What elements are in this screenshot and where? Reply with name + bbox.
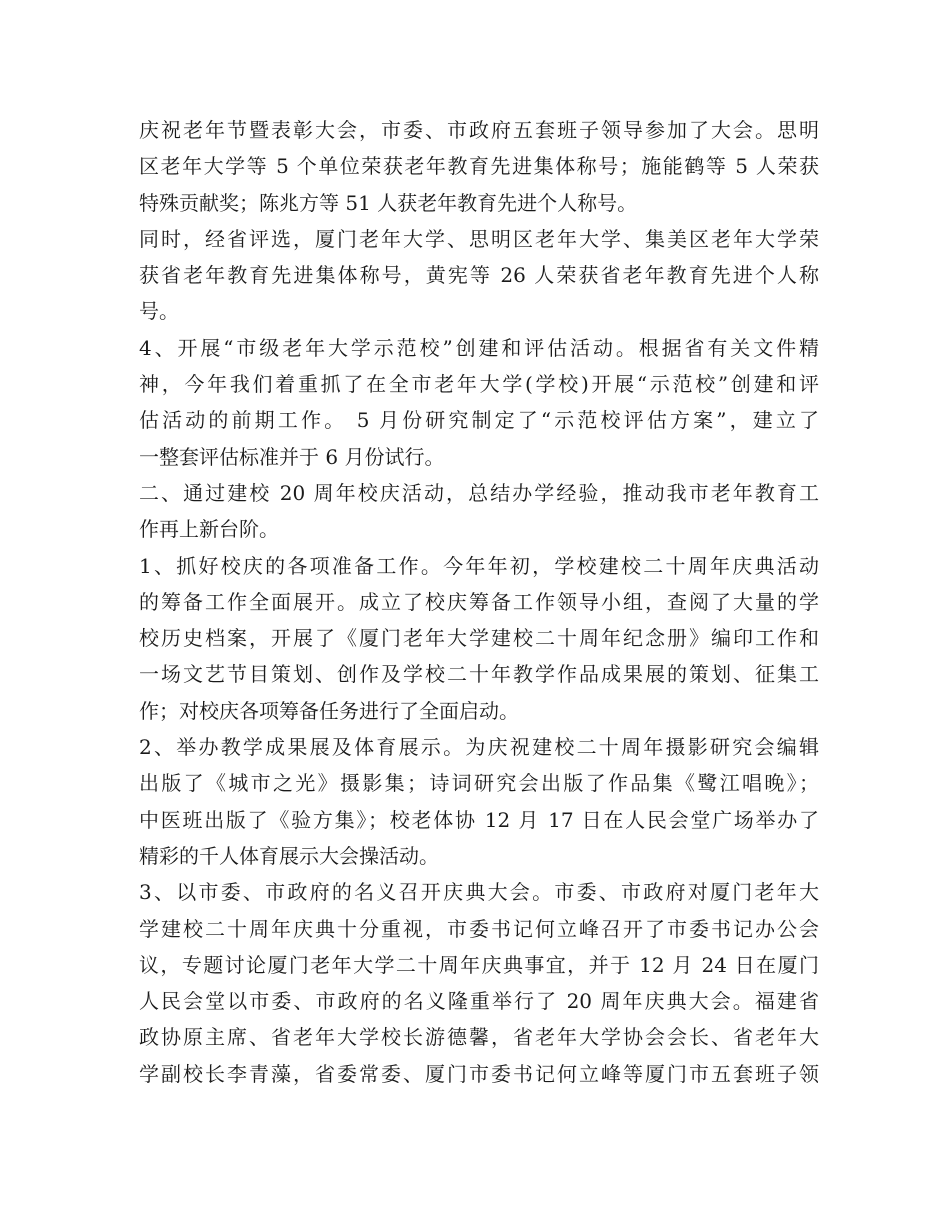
text-line: 精彩的千人体育展示大会操活动。	[139, 843, 439, 868]
text-line: 庆祝老年节暨表彰大会，市委、市政府五套班子领导参加了大会。思明	[139, 118, 819, 142]
text-line: 2、举办教学成果展及体育展示。为庆祝建校二十周年摄影研究会编辑	[139, 735, 819, 760]
text-line: 神，今年我们着重抓了在全市老年大学(学校)开展“示范校”创建和评	[139, 372, 819, 397]
text-line: 一场文艺节目策划、创作及学校二十年教学作品成果展的策划、征集工	[139, 662, 819, 687]
text-line: 同时，经省评选，厦门老年大学、思明区老年大学、集美区老年大学荣	[139, 226, 819, 251]
text-line: 议，专题讨论厦门老年大学二十周年庆典事宜，并于 12 月 24 日在厦门	[139, 952, 819, 977]
document-body	[139, 112, 819, 1092]
text-line: 特殊贡献奖；陈兆方等 51 人获老年教育先进个人称号。	[139, 190, 638, 215]
text-line: 的筹备工作全面展开。成立了校庆筹备工作领导小组，查阅了大量的学	[139, 589, 819, 614]
text-line: 获省老年教育先进集体称号，黄宪等 26 人荣获省老年教育先进个人称	[139, 263, 819, 288]
text-line: 校历史档案，开展了《厦门老年大学建校二十周年纪念册》编印工作和	[139, 626, 819, 651]
text-line: 学建校二十周年庆典十分重视，市委书记何立峰召开了市委书记办公会	[139, 916, 819, 941]
text-line: 出版了《城市之光》摄影集；诗词研究会出版了作品集《鹭江唱晚》；	[139, 771, 819, 796]
text-line: 区老年大学等 5 个单位荣获老年教育先进集体称号；施能鹤等 5 人荣获	[139, 154, 819, 179]
text-line: 4、开展“市级老年大学示范校”创建和评估活动。根据省有关文件精	[139, 335, 819, 360]
text-line: 一整套评估标准并于 6 月份试行。	[139, 444, 445, 469]
text-line: 二、通过建校 20 周年校庆活动，总结办学经验，推动我市老年教育工	[139, 480, 819, 505]
text-line: 作再上新台阶。	[139, 517, 279, 542]
text-line: 学副校长李青藻，省委常委、厦门市委书记何立峰等厦门市五套班子领	[139, 1061, 819, 1086]
text-line: 3、以市委、市政府的名义召开庆典大会。市委、市政府对厦门老年大	[139, 880, 819, 905]
text-line: 号。	[139, 299, 179, 324]
text-line: 1、抓好校庆的各项准备工作。今年年初，学校建校二十周年庆典活动	[139, 553, 819, 578]
text-line: 作；对校庆各项筹备任务进行了全面启动。	[139, 698, 519, 723]
text-line: 估活动的前期工作。 5 月份研究制定了“示范校评估方案”，建立了	[139, 408, 819, 433]
text-line: 人民会堂以市委、市政府的名义隆重举行了 20 周年庆典大会。福建省	[139, 989, 819, 1014]
text-line: 政协原主席、省老年大学校长游德馨，省老年大学协会会长、省老年大	[139, 1025, 819, 1050]
text-line: 中医班出版了《验方集》；校老体协 12 月 17 日在人民会堂广场举办了	[139, 807, 819, 832]
